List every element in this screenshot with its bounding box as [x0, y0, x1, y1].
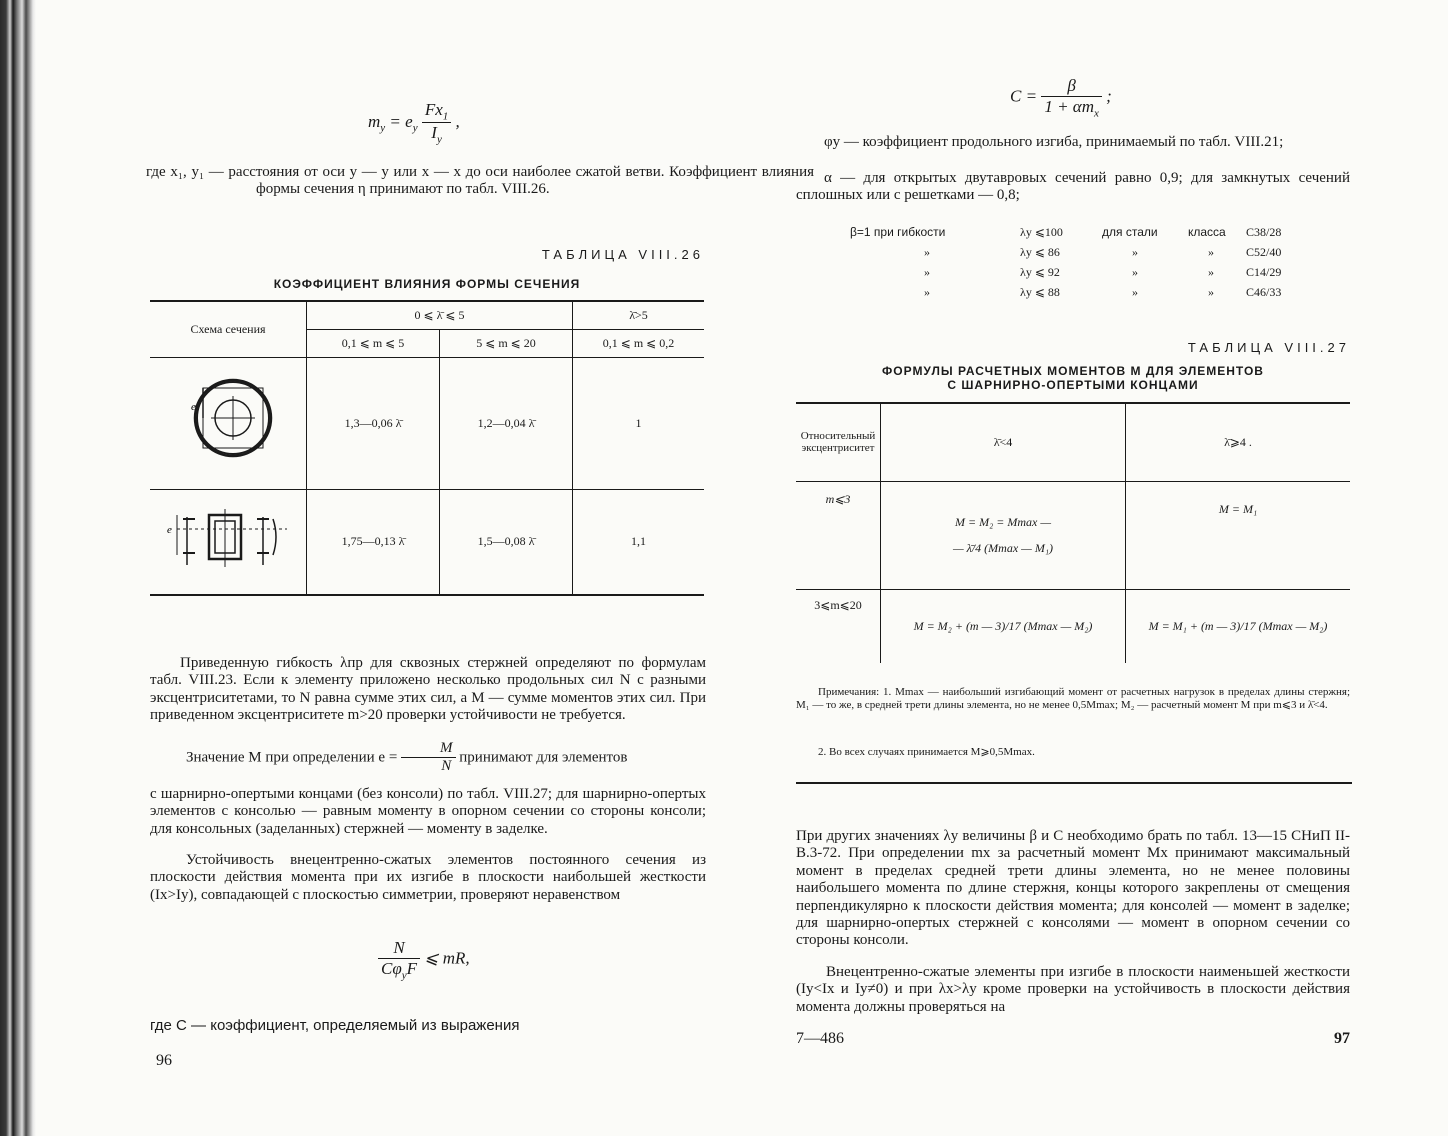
cell-r2-c1: 1,75—0,13 λ̄ [307, 489, 440, 595]
th-sub-1: 0,1 ⩽ m ⩽ 5 [307, 329, 440, 357]
table-label-viii26: ТАБЛИЦА VIII.26 [541, 247, 704, 262]
cell-formula-m2-large: M = M₂ + (m — 3)/17 (Mmax — M₂) [881, 589, 1126, 663]
cell-formula-m1-large: M = M₁ + (m — 3)/17 (Mmax — M₂) [1148, 618, 1328, 633]
cell-r1-c1: 1,3—0,06 λ̄ [307, 357, 440, 489]
th-lambda-lt-4: λ̄<4 [881, 403, 1126, 481]
where-x1-y1: где x₁, y₁ — расстояния от оси y — y или x — x до оси наиболее сжатой ветви. Коэффициент влияния формы сечения η принимают по табл. VIII.26. [146, 164, 814, 198]
formula-my: $m_y = e_y$ $\frac{Fx_1}{I_y}$ , [368, 100, 460, 146]
th-group-1: 0 ⩽ λ̄ ⩽ 5 [307, 301, 573, 329]
book-binding-shadow [0, 0, 36, 1136]
cell-formula-m1: M = M₁ [1126, 481, 1351, 589]
formula-c: C = $\frac{\beta}{1 + \alpha m_x}$ ; [1010, 76, 1112, 120]
th-sub-3: 0,1 ⩽ m ⩽ 0,2 [573, 329, 705, 357]
lattice-section-diagram [163, 505, 293, 575]
th-eccentricity: Относительный эксцентриситет [796, 403, 881, 481]
table-viii26 [150, 300, 704, 596]
paragraph-reduced-slenderness: Приведенную гибкость λпр для сквозных стержней определяют по формулам табл. VIII.23. Если к элементу приложено несколько продольных сил N с разными эксцентриситетами, то N равна сумме этих сил, а M — сумме моментов этих сил. При приведенном эксцентриситете m>20 проверки устойчивости не требуется. [150, 655, 706, 724]
beta-row: » λy ⩽ 88 » » C46/33 [924, 284, 1282, 299]
table-notes-1: Примечания: 1. Mmax — наибольший изгибающий момент от расчетных нагрузок в пределах длины стержня; M₁ — то же, в средней трети длины элемента, но не менее 0,5Mmax; M₂ — расчетный момент M при m⩽3 и λ̄<4. [796, 686, 1350, 711]
signature-mark: 7—486 [796, 1030, 844, 1047]
paragraph-other-values: При других значениях λy величины β и C необходимо брать по табл. 13—15 СНиП II-В.3-72. При определении mx за расчетный момент Mx принимают максимальный момент в пределах средней трети длины элемента, но не менее половины наибольшего момента по длине стержня, концы которого закреплены от смещения перпендикулярно к плоскости действия момента; для консолей — момент в заделке; для шарнирно-опертых стержней с консолями — момент в опорном сечении со стороны консоли. [796, 828, 1350, 949]
phi-definition: φy — коэффициент продольного изгиба, принимаемый по табл. VIII.21; [824, 134, 1284, 150]
scheme-ring-section [150, 357, 307, 489]
cell-r2-c3: 1,1 [631, 534, 646, 549]
cell-r1-c2: 1,2—0,04 λ̄ [440, 357, 573, 489]
notes-divider [796, 782, 1352, 784]
page-number-left: 96 [156, 1052, 172, 1069]
cell-formula-m2-small: M = M₂ = Mmax — — λ̄/4 (Mmax — M₁) [881, 481, 1126, 589]
beta-row: β=1 при гибкости λy ⩽100 для стали класса C38/28 [850, 224, 1282, 239]
cell-r2-c2: 1,5—0,08 λ̄ [440, 489, 573, 595]
beta-row: » λy ⩽ 92 » » C14/29 [924, 264, 1282, 279]
th-group-2: λ̄>5 [573, 301, 705, 329]
paragraph-eccentric-elements: Внецентренно-сжатые элементы при изгибе в плоскости наименьшей жесткости (Iy<Ix и Iy≠0) и при λx>λy кроме проверки на устойчивость в плоскости действия момента должны проверяться на [796, 964, 1350, 1015]
cell-r1-c3: 1 [573, 357, 705, 489]
beta-schedule [850, 222, 1281, 302]
table-label-viii27: ТАБЛИЦА VIII.27 [1187, 340, 1350, 355]
cell-m-3-20: 3⩽m⩽20 [796, 589, 881, 663]
cell-m-le-3: m⩽3 [796, 481, 881, 589]
table-viii27 [796, 402, 1350, 663]
formula-inequality: $\frac{N}{C\varphi_yF}$ ⩽ mR, [378, 938, 470, 981]
table-title-line-1: ФОРМУЛЫ РАСЧЕТНЫХ МОМЕНТОВ M ДЛЯ ЭЛЕМЕНТОВ [882, 364, 1264, 378]
table-title-viii26: КОЭФФИЦИЕНТ ВЛИЯНИЯ ФОРМЫ СЕЧЕНИЯ [273, 277, 581, 291]
ring-section-diagram [173, 376, 283, 466]
th-scheme: Схема сечения [150, 301, 307, 357]
alpha-definition: α — для открытых двутавровых сечений равно 0,9; для замкнутых сечений сплошных или с решетками — 0,8; [796, 170, 1350, 204]
table-title-line-2: С ШАРНИРНО-ОПЕРТЫМИ КОНЦАМИ [947, 378, 1199, 392]
eccentricity-label: e [191, 401, 196, 413]
scheme-lattice-section [150, 489, 307, 595]
paragraph-value-m: Значение M при определении e = $\frac{M}{N}$ принимают для элементов [186, 740, 628, 775]
paragraph-hinged-elements: с шарнирно-опертыми концами (без консоли) по табл. VIII.27; для шарнирно-опертых элементов с консолью — равным моменту в опорном сечении со стороны консоли; для консольных (заделанных) стержней — моменту в заделке. [150, 786, 706, 837]
table-title-viii27 [796, 364, 1350, 392]
paragraph-stability-check: Устойчивость внецентренно-сжатых элементов постоянного сечения из плоскости действия момента при их изгибе в плоскости наибольшей жесткости (Ix>Iy), совпадающей с плоскостью симметрии, проверяют неравенством [150, 852, 706, 903]
page-number-right: 97 [1334, 1030, 1350, 1047]
eccentricity-label-2: e [167, 523, 172, 536]
th-sub-2: 5 ⩽ m ⩽ 20 [440, 329, 573, 357]
th-lambda-ge-4: λ̄⩾4 . [1126, 403, 1351, 481]
table-notes-2: 2. Во всех случаях принимается M⩾0,5Mmax. [818, 746, 1035, 758]
beta-row: » λy ⩽ 86 » » C52/40 [924, 244, 1282, 259]
where-c-coefficient: где C — коэффициент, определяемый из выражения [150, 1017, 520, 1034]
